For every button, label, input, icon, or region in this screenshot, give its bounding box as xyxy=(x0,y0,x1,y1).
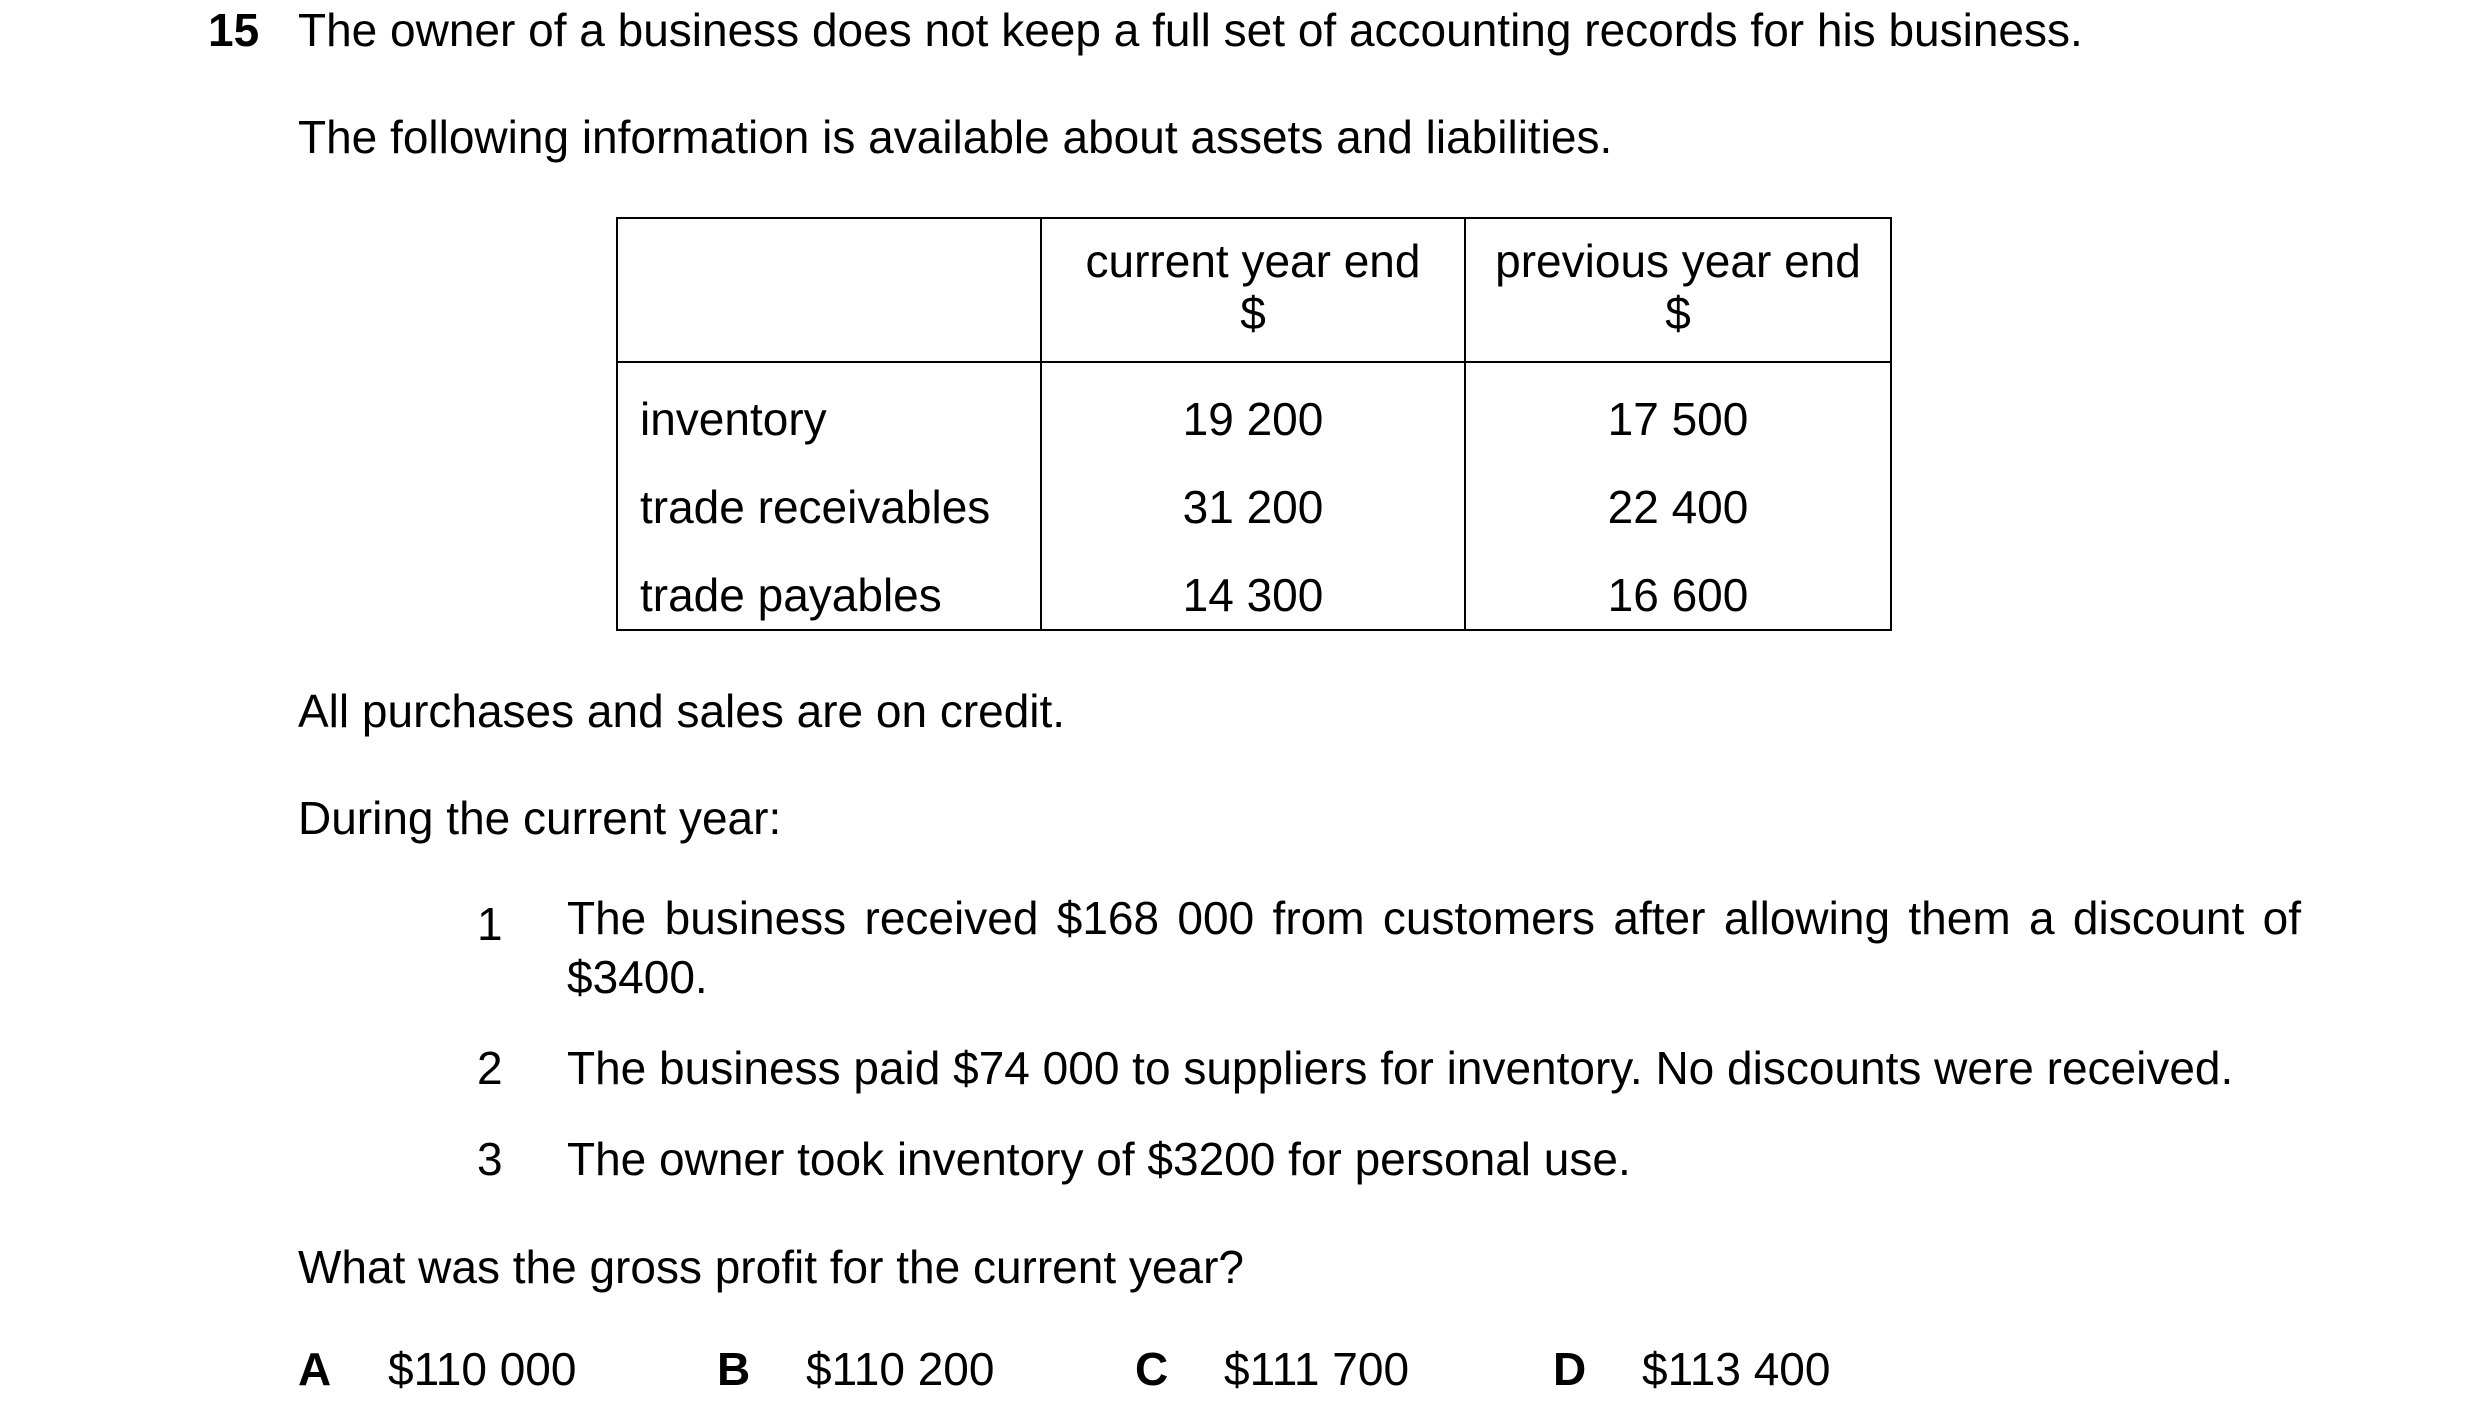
cell-previous: 22 400 xyxy=(1607,481,1749,533)
statement-1-line1: The business received $168 000 from customers after allowing them a discount of xyxy=(567,892,2301,944)
statement-2: The business paid $74 000 to suppliers for inventory. No discounts were received. xyxy=(567,1042,2234,1094)
option-letter-c: C xyxy=(1135,1343,1169,1395)
assets-liabilities-table xyxy=(616,217,1892,631)
statement-number: 2 xyxy=(477,1042,503,1094)
cell-current: 14 300 xyxy=(1182,569,1324,621)
statement-1-line2: $3400. xyxy=(567,951,708,1003)
statement-number: 1 xyxy=(477,898,503,950)
option-letter-d: D xyxy=(1553,1343,1587,1395)
table-divider xyxy=(618,361,1890,363)
row-label-trade-payables: trade payables xyxy=(640,569,942,621)
option-value-a[interactable]: $110 000 xyxy=(388,1343,577,1395)
option-value-c[interactable]: $111 700 xyxy=(1224,1343,1410,1395)
option-value-d[interactable]: $113 400 xyxy=(1642,1343,1831,1395)
header-previous-year xyxy=(1466,235,1890,339)
question-prompt: What was the gross profit for the current year? xyxy=(298,1241,1244,1293)
header-label: previous year end xyxy=(1495,235,1861,287)
credit-note: All purchases and sales are on credit. xyxy=(298,685,1066,737)
option-value-b[interactable]: $110 200 xyxy=(806,1343,995,1395)
cell-current: 31 200 xyxy=(1182,481,1324,533)
row-label-trade-receivables: trade receivables xyxy=(640,481,991,533)
header-current-year xyxy=(1042,235,1464,339)
question-intro: The owner of a business does not keep a full set of accounting records for his business. xyxy=(298,4,2083,56)
option-letter-a: A xyxy=(298,1343,332,1395)
statement-number: 3 xyxy=(477,1133,503,1185)
cell-previous: 17 500 xyxy=(1607,393,1749,445)
statement-3: The owner took inventory of $3200 for personal use. xyxy=(567,1133,1631,1185)
header-unit: $ xyxy=(1240,287,1266,339)
cell-previous: 16 600 xyxy=(1607,569,1749,621)
header-unit: $ xyxy=(1665,287,1691,339)
row-label-inventory: inventory xyxy=(640,393,827,445)
option-letter-b: B xyxy=(717,1343,751,1395)
during-heading: During the current year: xyxy=(298,792,782,844)
info-line: The following information is available about assets and liabilities. xyxy=(298,111,1613,163)
header-label: current year end xyxy=(1085,235,1421,287)
question-number: 15 xyxy=(208,4,260,56)
cell-current: 19 200 xyxy=(1182,393,1324,445)
